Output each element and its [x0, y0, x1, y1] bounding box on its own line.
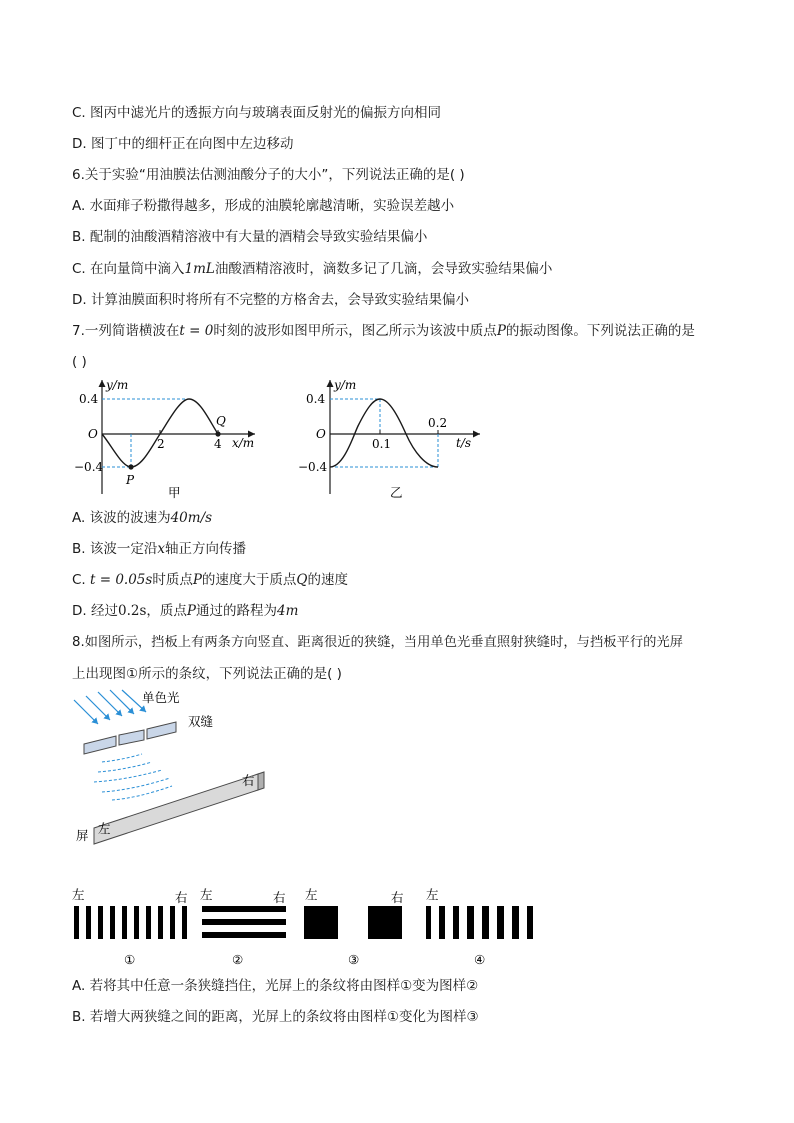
- screen-right-label: 右: [242, 773, 255, 788]
- q7-option-c-post: 的速度: [307, 572, 348, 588]
- jia-y-neg: −0.4: [74, 460, 104, 474]
- pattern-2-left: 左: [200, 887, 213, 902]
- pattern-1-number: ①: [124, 952, 136, 967]
- q7-option-d-mid: ，质点: [146, 603, 187, 619]
- jia-origin: O: [88, 427, 98, 441]
- jia-point-p: P: [126, 473, 135, 487]
- q6-option-c: [72, 260, 552, 278]
- pattern-4-left: 左: [426, 887, 439, 902]
- q7-option-c-p: P: [192, 572, 202, 588]
- jia-x-label: x/m: [232, 436, 255, 450]
- pattern-2-right: 右: [273, 890, 286, 905]
- q6-option-a: A. 水面痱子粉撒得越多，形成的油膜轮廓越清晰，实验误差越小: [72, 198, 455, 214]
- q7-option-a-math: 40m/s: [170, 510, 213, 526]
- jia-tick-2: 2: [157, 437, 165, 451]
- q7-stem-math: t = 0: [179, 323, 214, 339]
- q6-option-c-post: 油酸酒精溶液时，滴数多记了几滴，会导致实验结果偏小: [214, 261, 553, 277]
- q6-option-d: D. 计算油膜面积时将所有不完整的方格舍去，会导致实验结果偏小: [72, 292, 469, 308]
- screen-left-label: 左: [98, 821, 111, 836]
- q6-option-b: B. 配制的油酸酒精溶液中有大量的酒精会导致实验结果偏小: [72, 229, 428, 245]
- q8-option-b: B. 若增大两狭缝之间的距离，光屏上的条纹将由图样①变化为图样③: [72, 1009, 479, 1025]
- pattern-3-left: 左: [305, 887, 318, 902]
- q6-stem: 6.关于实验“用油膜法估测油酸分子的大小”，下列说法正确的是( ): [72, 167, 465, 183]
- screen-label: 屏: [76, 828, 89, 843]
- jia-caption: 甲: [168, 485, 181, 500]
- q7-stem-pre: 7.一列简谐横波在: [72, 323, 180, 339]
- pattern-4: [426, 906, 533, 939]
- q7-option-b-post: 轴正方向传播: [164, 541, 246, 557]
- q8-stem-1: 8.如图所示，挡板上有两条方向竖直、距离很近的狭缝，当用单色光垂直照射狭缝时，与挡板平行的光屏: [72, 635, 684, 650]
- q5-option-d: D. 图丁中的细杆正在向图中左边移动: [72, 136, 294, 152]
- yi-tick-01: 0.1: [372, 437, 392, 451]
- wavefronts: [94, 754, 172, 800]
- yi-caption: 乙: [390, 485, 403, 500]
- q7-option-a-pre: A. 该波的波速为: [72, 510, 171, 526]
- q7-option-a: [72, 509, 212, 527]
- jia-y-label: y/m: [106, 378, 129, 392]
- jia-point-p-dot: [128, 464, 133, 469]
- q7-stem-mid: 时刻的波形如图甲所示，图乙所示为该波中质点: [213, 323, 497, 339]
- pattern-2: [202, 906, 286, 938]
- q7-option-d-p: P: [186, 603, 196, 619]
- pattern-4-number: ④: [474, 952, 486, 967]
- q7-stem-post: 的振动图像。下列说法正确的是: [505, 323, 695, 339]
- pattern-1: [74, 906, 187, 939]
- yi-waveform: [330, 399, 438, 467]
- q7-option-c-q: Q: [296, 572, 308, 588]
- pattern-3: [304, 906, 402, 939]
- q7-option-d-mid2: 通过的路程为: [195, 603, 277, 619]
- q8-option-a: A. 若将其中任意一条狭缝挡住，光屏上的条纹将由图样①变为图样②: [72, 978, 479, 994]
- jia-point-q-dot: [215, 431, 220, 436]
- pattern-1-left: 左: [72, 887, 85, 902]
- q7-option-d: [72, 602, 298, 620]
- light-rays: [74, 690, 146, 724]
- q7-stem: [72, 322, 695, 340]
- q8-stem-2: 上出现图①所示的条纹，下列说法正确的是( ): [72, 666, 342, 682]
- q7-option-c-pre: C.: [72, 572, 91, 588]
- q6-option-c-math: 1mL: [184, 261, 215, 277]
- light-screen: [94, 774, 258, 844]
- q7-stem-paren: ( ): [72, 354, 87, 370]
- q7-option-c-mid2: 的速度大于质点: [201, 572, 297, 588]
- yi-origin: O: [316, 427, 326, 441]
- q7-option-b: [72, 540, 246, 558]
- yi-tick-02: 0.2: [428, 416, 448, 430]
- q7-stem-p: P: [496, 323, 506, 339]
- slit-barrier: [84, 722, 176, 754]
- q7-option-d-pre: D. 经过: [72, 603, 118, 619]
- q8-double-slit-figure: [72, 688, 272, 854]
- q7-option-c-mid: 时质点: [152, 572, 193, 588]
- pattern-1-right: 右: [175, 890, 188, 905]
- jia-y-pos: 0.4: [79, 392, 99, 406]
- yi-y-pos: 0.4: [306, 392, 326, 406]
- q5-option-c: C. 图丙中滤光片的透振方向与玻璃表面反射光的偏振方向相同: [72, 105, 442, 121]
- q8-fringe-patterns: [72, 884, 552, 970]
- light-label: 单色光: [142, 690, 180, 705]
- q7-option-b-pre: B. 该波一定沿: [72, 541, 158, 557]
- q7-option-d-math: 0.2s: [117, 603, 147, 619]
- jia-point-q: Q: [216, 414, 226, 428]
- pattern-2-number: ②: [232, 952, 244, 967]
- q7-figure-jia: [72, 376, 272, 502]
- yi-y-neg: −0.4: [298, 460, 328, 474]
- q7-option-c-math: t = 0.05s: [90, 572, 153, 588]
- q6-option-c-pre: C. 在向量筒中滴入: [72, 261, 185, 277]
- yi-y-label: y/m: [334, 378, 357, 392]
- yi-x-label: t/s: [456, 436, 472, 450]
- slit-label: 双缝: [188, 714, 214, 729]
- q7-figure-yi: [294, 376, 494, 502]
- pattern-3-right: 右: [391, 890, 404, 905]
- pattern-3-number: ③: [348, 952, 360, 967]
- q7-option-b-math: x: [157, 541, 165, 557]
- q7-option-d-math2: 4m: [276, 603, 299, 619]
- jia-tick-4: 4: [214, 437, 222, 451]
- q7-option-c: [72, 571, 348, 589]
